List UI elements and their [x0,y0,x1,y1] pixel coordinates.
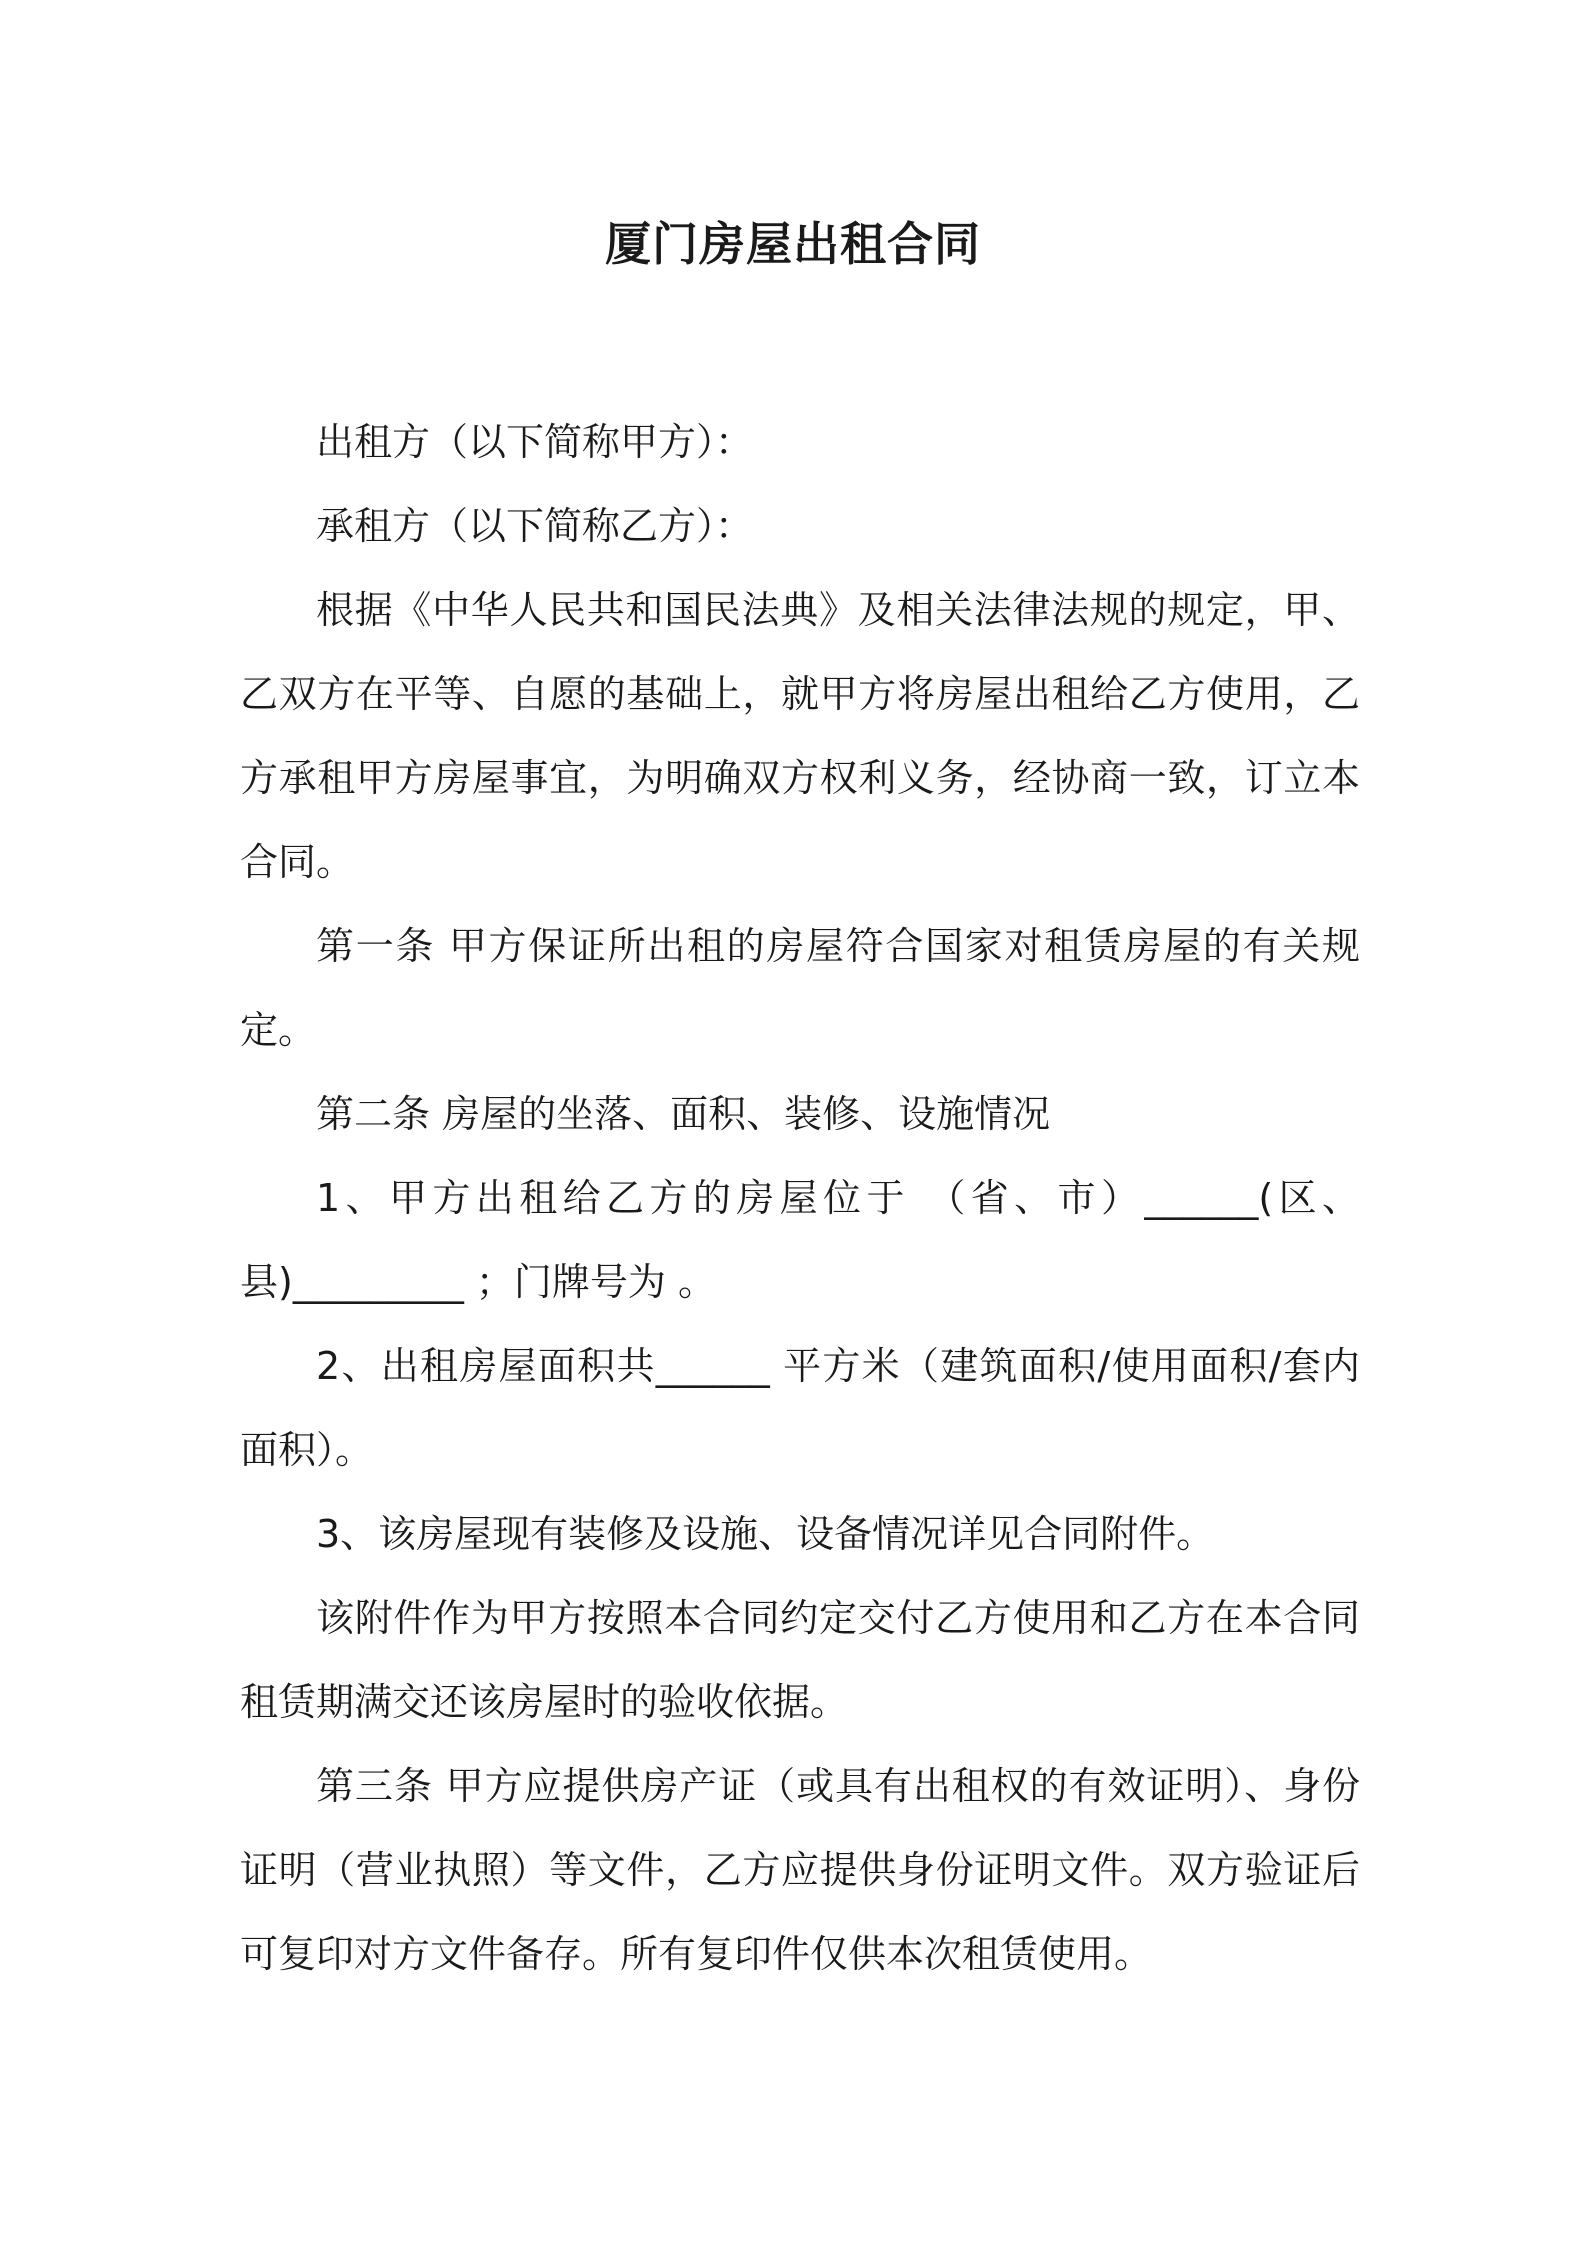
article-2-item-1: 1、甲方出租给乙方的房屋位于 （省、市）______(区、县)_________ ；门牌号为 。 [240,1176,1360,1304]
lessor-line: 出租方（以下简称甲方）： [316,420,754,464]
document-title: 厦门房屋出租合同 [605,217,981,271]
article-2-item-3: 3、该房屋现有装修及设施、设备情况详见合同附件。 [316,1512,1215,1556]
article-2-heading: 第二条 房屋的坐落、面积、装修、设施情况 [316,1092,1051,1136]
article-1-paragraph: 第一条 甲方保证所出租的房屋符合国家对租赁房屋的有关规定。 [240,924,1360,1052]
lessee-line: 承租方（以下简称乙方）： [316,504,754,548]
attachment-paragraph: 该附件作为甲方按照本合同约定交付乙方使用和乙方在本合同租赁期满交还该房屋时的验收依据。 [240,1596,1360,1724]
document-body [240,400,1360,1996]
article-3-paragraph: 第三条 甲方应提供房产证（或具有出租权的有效证明）、身份证明（营业执照）等文件，乙方应提供身份证明文件。双方验证后可复印对方文件备存。所有复印件仅供本次租赁使用。 [240,1764,1360,1976]
preamble-paragraph: 根据《中华人民共和国民法典》及相关法律法规的规定，甲、乙双方在平等、自愿的基础上，就甲方将房屋出租给乙方使用，乙方承租甲方房屋事宜，为明确双方权利义务，经协商一致，订立本合同。 [240,588,1360,884]
article-2-item-2: 2、出租房屋面积共______ 平方米（建筑面积/使用面积/套内面积）。 [240,1344,1360,1472]
